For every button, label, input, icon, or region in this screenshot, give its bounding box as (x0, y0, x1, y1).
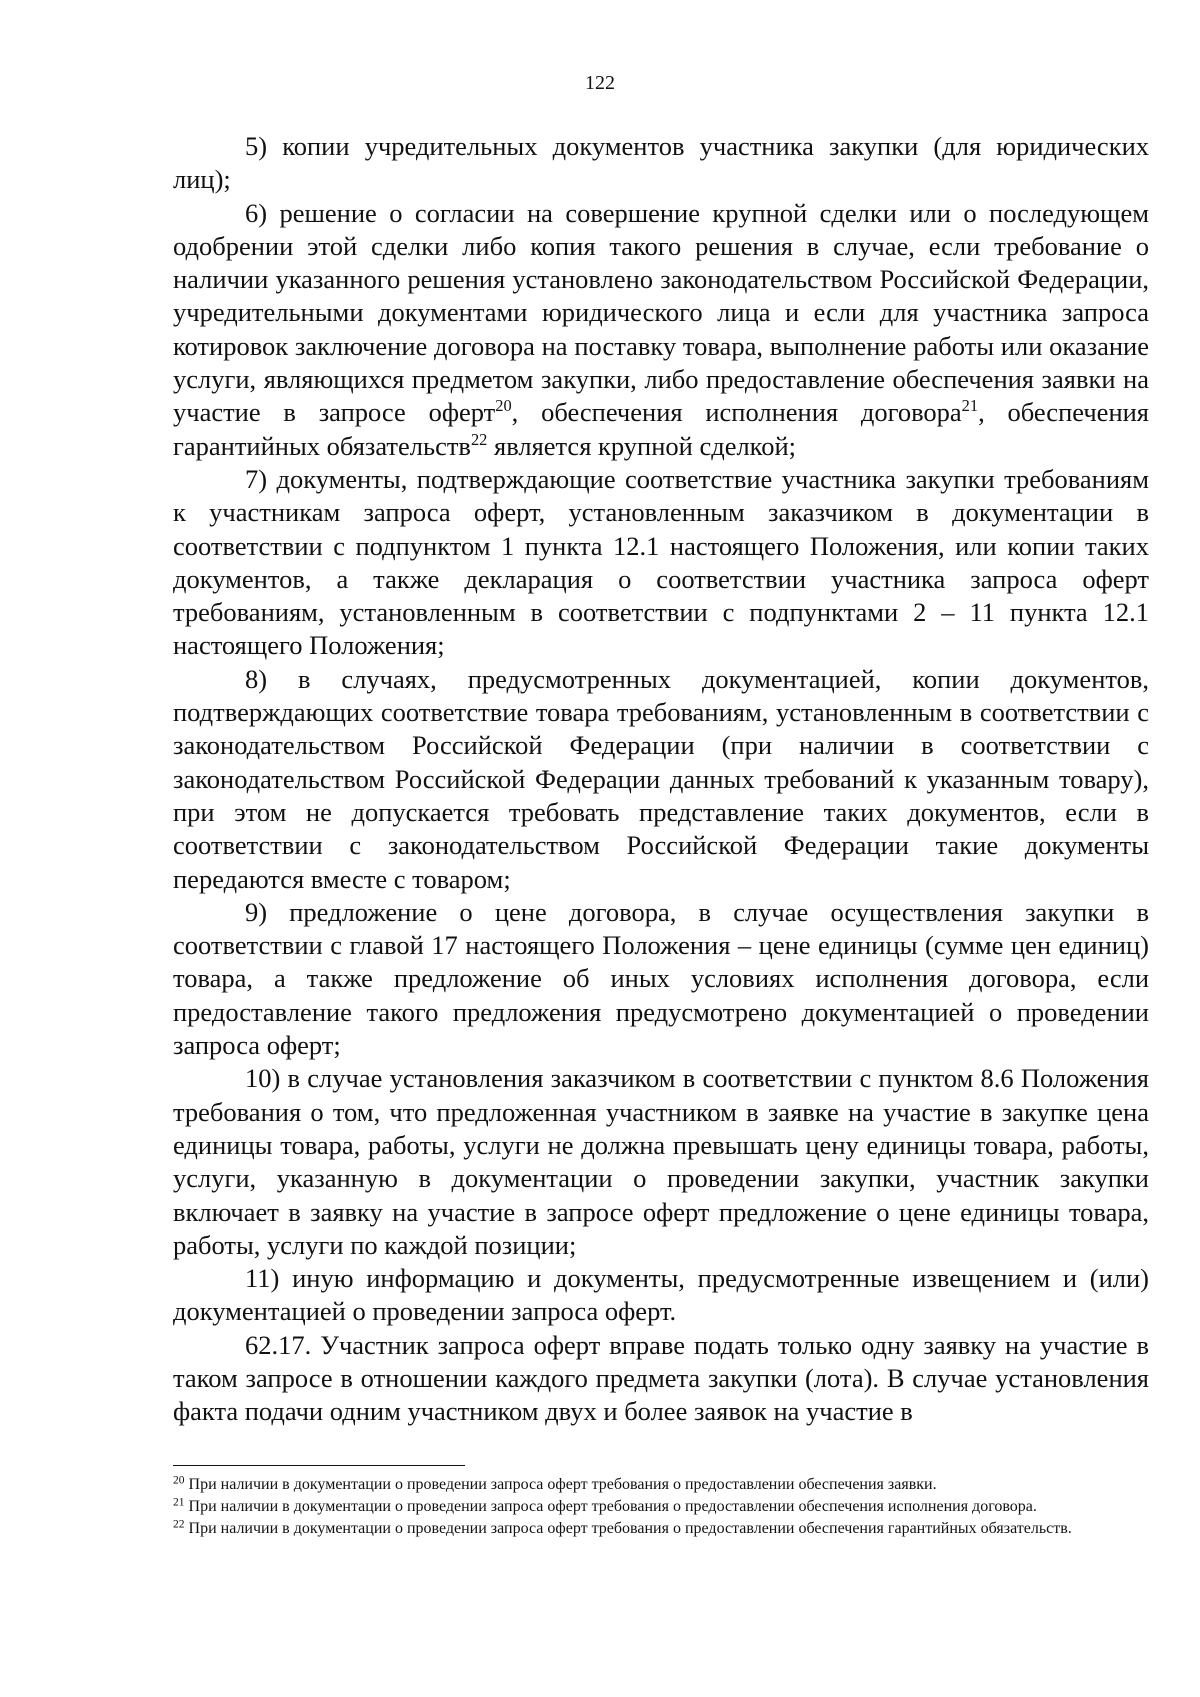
clause-62-17: 62.17. Участник запроса оферт вправе подать только одну заявку на участие в таком запросе в отношении каждого предмета закупки (лота). В случае установления факта подачи одним участником двух и более заявок на участие в (173, 1329, 1149, 1427)
item-6-text-1: 6) решение о согласии на совершение крупной сделки или о последующем одобрении этой сделки либо копия такого решения в случае, если требование о наличии указанного решения установлено законодательством Российской Федерации, учредительными документами юридического лица и если для участника запроса котировок заключение договора на поставку товара, выполнение работы или оказание услуги, являющихся предметом закупки, либо предоставление обеспечения заявки на участие в запросе оферт (173, 197, 1149, 428)
list-item-8: 8) в случаях, предусмотренных документацией, копии документов, подтверждающих соответствие товара требованиям, установленным в соответствии с законодательством Российской Федерации (при наличии в соответствии с законодательством Российской Федерации данных требований к указанным товару), при этом не допускается требовать представление таких документов, если в соответствии с законодательством Российской Федерации такие документы передаются вместе с товаром; (173, 663, 1149, 894)
item-6-text-3: , обеспечения гарантийных обязательств (173, 397, 1149, 461)
footnotes (173, 1474, 1149, 1540)
footnote-number: 22 (173, 1518, 185, 1531)
footnote-text: При наличии в документации о проведении запроса оферт требования о предоставлении обеспечения заявки. (184, 1476, 937, 1493)
footnote-number: 21 (173, 1496, 185, 1509)
footnote-ref-21[interactable]: 21 (961, 396, 979, 416)
footnote-text: При наличии в документации о проведении запроса оферт требования о предоставлении обеспечения гарантийных обязательств. (184, 1520, 1072, 1537)
footnote-number: 20 (173, 1474, 185, 1487)
footnote-separator (173, 1465, 465, 1466)
footnote-22 (173, 1518, 1149, 1540)
list-item-6 (173, 197, 1149, 463)
list-item-9: 9) предложение о цене договора, в случае осуществления закупки в соответствии с главой 17 настоящего Положения – цене единицы (сумме цен единиц) товара, а также предложение об иных условиях исполнения договора, если предоставление такого предложения предусмотрено документацией о проведении запроса оферт; (173, 896, 1149, 1061)
item-6-text-4: является крупной сделкой; (487, 430, 797, 461)
footnote-ref-22[interactable]: 22 (470, 429, 488, 449)
footnote-20 (173, 1474, 1149, 1496)
list-item-11: 11) иную информацию и документы, предусмотренные извещением и (или) документацией о проведении запроса оферт. (173, 1263, 1149, 1327)
list-item-10: 10) в случае установления заказчиком в соответствии с пунктом 8.6 Положения требования о том, что предложенная участником в заявке на участие в закупке цена единицы товара, работы, услуги не должна превышать цену единицы товара, работы, услуги, указанную в документации о проведении закупки, участник закупки включает в заявку на участие в запросе оферт предложение о цене единицы товара, работы, услуги по каждой позиции; (173, 1063, 1149, 1260)
page-number: 122 (585, 72, 615, 94)
footnote-text: При наличии в документации о проведении запроса оферт требования о предоставлении обеспечения исполнения договора. (184, 1498, 1037, 1515)
item-6-text-2: , обеспечения исполнения договора (511, 397, 962, 428)
footnote-21 (173, 1496, 1149, 1518)
footnote-ref-20[interactable]: 20 (495, 396, 512, 416)
list-item-7: 7) документы, подтверждающие соответствие участника закупки требованиям к участникам запроса оферт, установленным заказчиком в документации в соответствии с подпунктом 1 пункта 12.1 настоящего Положения, или копии таких документов, а также декларация о соответствии участника запроса оферт требованиям, установленным в соответствии с подпунктами 2 – 11 пункта 12.1 настоящего Положения; (173, 463, 1149, 661)
list-item-5: 5) копии учредительных документов участника закупки (для юридических лиц); (173, 131, 1149, 195)
document-body (173, 130, 1149, 1429)
